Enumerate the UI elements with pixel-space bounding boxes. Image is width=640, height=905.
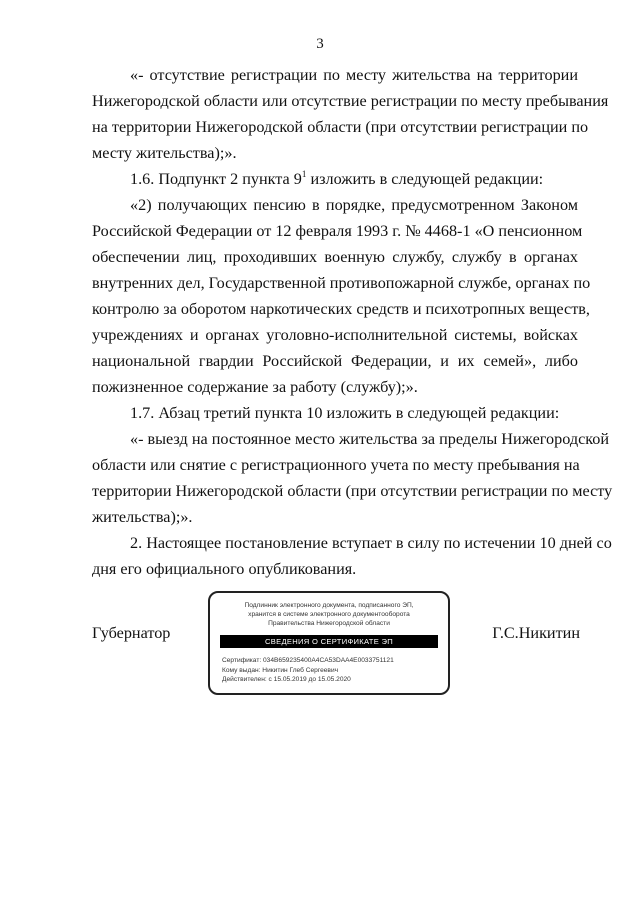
text-line: 1.6. Подпункт 2 пункта $9^1$ изложить в следующей редакции: <box>130 169 544 188</box>
paragraph <box>92 192 591 400</box>
text-line: Российской Федерации от 12 февраля 1993 г. № 4468-1 «О пенсионном <box>92 222 583 240</box>
text-line: обеспечении лиц, проходивших военную службу, службу в органах <box>92 248 578 266</box>
text-line: «- отсутствие регистрации по месту жительства на территории <box>130 66 578 84</box>
page-number: 3 <box>316 36 324 52</box>
stamp-header-line: хранится в системе электронного документооборота <box>248 611 410 618</box>
certificate-validity: Действителен: с 15.05.2019 до 15.05.2020 <box>222 676 351 683</box>
signatory-position: Губернатор <box>92 624 171 642</box>
text-line: 1.7. Абзац третий пункта 10 изложить в следующей редакции: <box>130 404 560 422</box>
text-line: внутренних дел, Государственной противопожарной службе, органах по <box>92 274 591 292</box>
paragraph <box>92 62 609 166</box>
paragraph <box>92 530 612 582</box>
electronic-signature-stamp <box>208 591 450 695</box>
stamp-header <box>210 601 448 628</box>
text-line: 2. Настоящее постановление вступает в силу по истечении 10 дней со <box>130 534 612 552</box>
paragraph <box>92 400 578 426</box>
certificate-number: Сертификат: 034B659235400A4CA53DAA4E0033751121 <box>222 657 394 664</box>
text-line: дня его официального опубликования. <box>92 560 357 578</box>
paragraph <box>92 166 578 192</box>
text-line: территории Нижегородской области (при отсутствии регистрации по месту <box>92 482 613 500</box>
paragraph <box>92 426 613 530</box>
text-line: «- выезд на постоянное место жительства за пределы Нижегородской <box>130 430 610 448</box>
stamp-certificate-bar: СВЕДЕНИЯ О СЕРТИФИКАТЕ ЭП <box>220 635 438 648</box>
signatory-name: Г.С.Никитин <box>492 624 580 642</box>
text-line: области или снятие с регистрационного учета по месту пребывания на <box>92 456 580 474</box>
text-line: пожизненное содержание за работу (службу);». <box>92 378 418 396</box>
stamp-header-line: Подлинник электронного документа, подписанного ЭП, <box>244 602 414 609</box>
text-line: контролю за оборотом наркотических средств и психотропных веществ, <box>92 300 590 318</box>
text-line: на территории Нижегородской области (при отсутствии регистрации по <box>92 118 589 136</box>
stamp-details <box>222 656 394 685</box>
stamp-header-line: Правительства Нижегородской области <box>268 620 390 627</box>
text-line: учреждениях и органах уголовно-исполнительной системы, войсках <box>92 326 578 344</box>
text-line: национальной гвардии Российской Федерации, и их семей», либо <box>92 352 578 370</box>
text-line: жительства);». <box>92 508 193 526</box>
text-line: месту жительства);». <box>92 144 237 162</box>
text-line: Нижегородской области или отсутствие регистрации по месту пребывания <box>92 92 609 110</box>
text-line: «2) получающих пенсию в порядке, предусмотренном Законом <box>130 196 578 214</box>
certificate-owner: Кому выдан: Никитин Глеб Сергеевич <box>222 666 339 674</box>
